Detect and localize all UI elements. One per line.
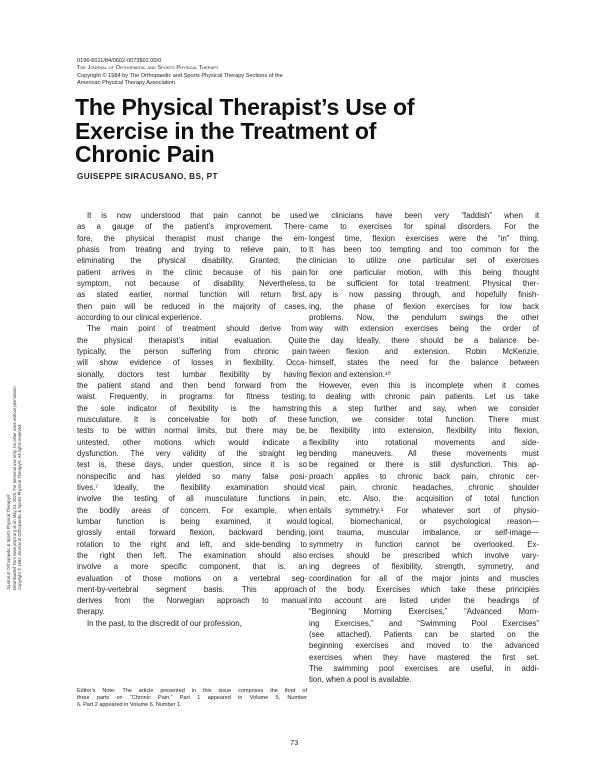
body-text-line: sionally, doctors test lumbar flexibility by having (77, 369, 307, 379)
title-line: Exercise in the Treatment of (75, 117, 377, 144)
body-text-line: we clinicians have been very “faddish” when it (309, 211, 539, 220)
body-text-line: bending maneuvers. All these movements must (309, 448, 539, 458)
body-text-line: will show evidence of losses in flexibility. Occa- (77, 358, 307, 368)
body-text-line: tween flexion and extension. Robin McKenzie, (309, 346, 539, 356)
body-text-line: phasis from treating and trying to relieve pain, to (77, 244, 307, 254)
body-text-line: typically, the person suffering from chronic pain (77, 346, 307, 356)
body-text-line: be regained or there is still dysfunction. This ap- (309, 460, 539, 470)
body-text-line: In the past, to the discredit of our profession, (87, 618, 242, 628)
body-text-line: eliminating the physical disability. Granted, the (77, 256, 307, 266)
body-text-line: to be sufficient for total treatment. Physical ther- (309, 278, 539, 288)
body-text-line: flexibility into rotational movements and side- (309, 437, 539, 447)
body-text-line: himself, states the need for the balance between (309, 358, 539, 368)
author-byline: GUISEPPE SIRACUSANO, BS, PT (77, 172, 218, 181)
body-text-line: rotation to the right and left, and side-bending to (77, 539, 307, 549)
body-text-line: ment-by-vertebral segment basis. This approach (77, 584, 307, 594)
body-text-line: involve the testing of all musculature functions in (77, 494, 307, 504)
body-text-line: nonspecific and has yielded so many false posi- (77, 471, 307, 481)
body-text-line: ing degrees of flexibility, strength, symmetry, and (309, 562, 539, 572)
body-text-line: clinician to utilize one particular set of exercises (309, 256, 539, 266)
body-text-line: as stated earlier, normal function will return first, (77, 290, 307, 300)
body-text-line: beginning exercises and moved to the advanced (309, 641, 539, 651)
body-text-line: “Beginning Morning Exercises,” “Advanced Morn- (309, 607, 539, 617)
body-text-line: coordination for all of the major joints and muscles (309, 573, 539, 583)
body-text-line: evaluation of those motions on a vertebral seg- (77, 573, 307, 583)
body-text-line: symptom, not because of disability. Nevertheless, (77, 278, 307, 288)
body-text-line: to dealing with chronic pain patients. Let us take (309, 392, 539, 402)
body-text-line: ing, the phase of flexion exercises for low back (309, 301, 539, 311)
body-text-line: way with extension exercises being the order of (309, 324, 539, 334)
body-text-line: the right then left. The examination should also (77, 550, 307, 560)
body-text-line: proach applies to chronic back pain, chronic cer- (309, 471, 539, 481)
body-text-line: into account are listed under the headings of (309, 596, 539, 606)
body-text-line: patient arrives in the clinic because of his pain (77, 267, 307, 277)
body-text-line: musculature. It is conceivable for both of these (77, 414, 307, 424)
body-text-line: function, we consider total function. There must (309, 414, 539, 424)
body-text-line: came to exercises for spinal disorders. For the (309, 222, 539, 232)
body-text-line: according to our clinical experience. (77, 312, 202, 322)
journal-name: The Journal of Orthopaedic and Sports Physical Therapy (77, 65, 219, 72)
page-number: 73 (290, 738, 299, 747)
body-text-line: longest time, flexion exercises were the “in” thing. (309, 233, 539, 243)
body-text-line: symmetry in function cannot be overlooked. Ex- (309, 539, 539, 549)
article-code: 0196-6011/84/0602-0073$02.00/0 (77, 58, 162, 64)
body-text-line: untested, other motions which would indicate a (77, 437, 307, 447)
body-text-line: tives.⁷ Ideally, the flexibility examination should (77, 482, 307, 492)
body-text-line: logical, biomechanical, or psychological reason— (309, 516, 539, 526)
journal-header (77, 58, 477, 88)
right-column (309, 210, 539, 686)
body-text-line: be flexibility into extension, flexibility into flexion, (309, 426, 539, 436)
body-text-line: It is now understood that pain cannot be used (87, 211, 307, 220)
body-text-line: problems. Now, the pendulum swings the other (309, 312, 539, 322)
body-text-line: derives from the Norwegian approach to manual (77, 596, 307, 606)
body-text-line: the sole indicator of flexibility is the hamstring (77, 403, 307, 413)
editors-note (77, 688, 307, 710)
body-text-line: involve a more specific component, that is, an (77, 562, 307, 572)
note-line: three parts on “Chronic Pain.” Part 1 appeared in Volume 5, Number (77, 695, 307, 702)
body-text-line: ercises should be prescribed which involve vary- (309, 550, 539, 560)
note-line: Editor’s Note: The article presented in this issue comprises the third of (77, 688, 307, 694)
body-text-line: this a step further and say, when we consider (309, 403, 539, 413)
copyright-line-2: American Physical Therapy Association (77, 80, 175, 87)
sidebar-line: Downloaded from www.jospt.org at on May 24, 2020. For personal use only. No other uses without permission. (11, 385, 17, 590)
body-text-line: the bodily areas of concern. For example, when (77, 505, 307, 515)
left-column (77, 210, 307, 629)
note-line: 6. Part 2 appeared in Volume 6, Number 1. (77, 702, 182, 709)
body-text-line: test is, these days, under question, since it is so (77, 460, 307, 470)
sidebar-line: Journal of Orthopaedic & Sports Physical Therapy® (6, 494, 11, 590)
body-text-line: vical pain, chronic headaches, chronic shoulder (309, 482, 539, 492)
body-text-line: (see attached). Patients can be started on the (309, 630, 539, 640)
body-text-line: lumbar function is being examined, it would (77, 516, 307, 526)
body-text-line: tests to be within normal limits, but there may be, (77, 426, 307, 436)
body-text-line: the physical therapist’s initial evaluation. Quite (77, 335, 307, 345)
title-line: The Physical Therapist’s Use of (75, 94, 415, 120)
body-text-line: therapy. (77, 607, 105, 617)
download-sidebar (6, 290, 23, 590)
body-text-line: ing Exercises,” and “Swimming Pool Exercises” (309, 618, 539, 628)
body-text-line: pain, etc. Also, the acquisition of total function (309, 494, 539, 504)
body-text-line: fore, the physical therapist must change the em- (77, 233, 307, 243)
body-text-line: It has been too tempting and too common for the (309, 244, 539, 254)
body-text-line: dysfunction. The very validity of the straight leg (77, 448, 307, 458)
body-text-line: The main point of treatment should derive from (87, 324, 307, 334)
body-text-line: exercises when they have mastered the first set. (309, 652, 539, 662)
body-text-line: waist. Frequently, in programs for fitness testing, (77, 392, 307, 402)
title-line: Chronic Pain (75, 141, 215, 167)
body-text-line: tion, when a pool is available. (309, 675, 412, 685)
body-text-line: the day. Ideally, there should be a balance be- (309, 335, 539, 345)
body-text-line: then pain will be reduced in the majority of cases, (77, 301, 307, 311)
body-text-line: flexion and extension.¹⁰ (309, 369, 391, 379)
sidebar-line: Copyright © 1984 Journal of Orthopaedic & Sports Physical Therapy®. All rights reserved. (17, 423, 23, 590)
body-text-line: joint trauma, muscular imbalance, or self-image— (309, 528, 539, 538)
copyright-line-1: Copyright © 1984 by The Orthopaedic and Sports Physical Therapy Sections of the (77, 72, 283, 79)
body-text-line: of the body. Exercises which take these principles (309, 584, 539, 594)
body-text-line: The swimming pool exercises are useful, in addi- (309, 664, 539, 674)
body-text-line: entails symmetry.¹ For whatever sort of physio- (309, 505, 539, 515)
body-text-line: grossly entail forward flexion, backward bending, (77, 528, 307, 538)
body-text-line: the patient stand and then bend forward from the (77, 380, 307, 390)
body-text-line: as a gauge of the patient’s improvement. There- (77, 222, 307, 232)
body-text-line: apy is now passing through, and hopefully finish- (309, 290, 539, 300)
body-text-line: for one particular motion, with this being thought (309, 267, 539, 277)
body-text-line: However, even this is incomplete when it comes (319, 380, 539, 390)
article-title (75, 96, 495, 167)
